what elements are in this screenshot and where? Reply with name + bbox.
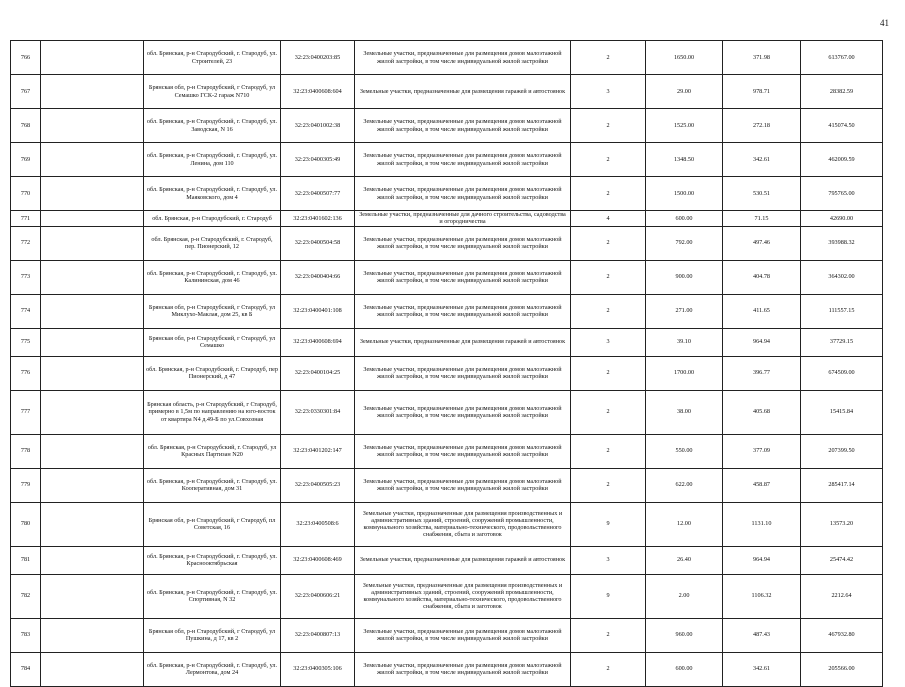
land-use-cell: Земельные участки, предназначенные для размещения производственных и административных зданий, строений, сооружений промышленности, коммунального хозяйства, материально-технического, продовольственного снабжения, сбыта и заготовок: [355, 502, 571, 546]
group-cell: 2: [571, 143, 646, 177]
empty-cell: [41, 294, 144, 328]
area-cell: 900.00: [646, 260, 723, 294]
specific-value-cell: 272.18: [723, 109, 801, 143]
cadastral-value-cell: 2212.64: [801, 574, 883, 618]
cadastral-number-cell: 32:23:0400606:21: [281, 574, 355, 618]
address-cell: обл. Брянская, р-н Стародубский, г. Стародуб, ул. Маяковского, дом 4: [144, 177, 281, 211]
table-row: [11, 468, 883, 502]
cadastral-number-cell: 32:23:0400104:25: [281, 356, 355, 390]
row-number-cell: 767: [11, 75, 41, 109]
table-row: [11, 41, 883, 75]
cadastral-number-cell: 32:23:0400807:13: [281, 618, 355, 652]
land-use-cell: Земельные участки, предназначенные для размещения гаражей и автостоянок: [355, 328, 571, 356]
page-number: 41: [880, 18, 889, 28]
area-cell: 550.00: [646, 434, 723, 468]
empty-cell: [41, 260, 144, 294]
area-cell: 600.00: [646, 211, 723, 227]
empty-cell: [41, 356, 144, 390]
table-row: [11, 328, 883, 356]
address-cell: обл. Брянская, р-н Стародубский, г. Стародуб, ул. Строителей, 23: [144, 41, 281, 75]
address-cell: Брянская обл, р-н Стародубский, г Стародуб, ул Семашко ГСК-2 гараж N710: [144, 75, 281, 109]
area-cell: 271.00: [646, 294, 723, 328]
empty-cell: [41, 434, 144, 468]
specific-value-cell: 396.77: [723, 356, 801, 390]
address-cell: обл. Брянская, р-н Стародубский, г. Стародуб, ул. Заводская, N 16: [144, 109, 281, 143]
empty-cell: [41, 546, 144, 574]
specific-value-cell: 71.15: [723, 211, 801, 227]
empty-cell: [41, 652, 144, 686]
group-cell: 9: [571, 574, 646, 618]
table-row: [11, 75, 883, 109]
empty-cell: [41, 143, 144, 177]
empty-cell: [41, 328, 144, 356]
cadastral-number-cell: 32:23:0400401:108: [281, 294, 355, 328]
land-use-cell: Земельные участки, предназначенные для размещения домов малоэтажной жилой застройки, в том числе индивидуальной жилой застройки: [355, 177, 571, 211]
cadastral-number-cell: 32:23:0400305:106: [281, 652, 355, 686]
group-cell: 2: [571, 468, 646, 502]
cadastral-number-cell: 32:23:0330301:84: [281, 390, 355, 434]
empty-cell: [41, 41, 144, 75]
specific-value-cell: 404.78: [723, 260, 801, 294]
row-number-cell: 784: [11, 652, 41, 686]
row-number-cell: 776: [11, 356, 41, 390]
cadastral-number-cell: 32:23:0400608:604: [281, 75, 355, 109]
table-row: [11, 574, 883, 618]
specific-value-cell: 405.68: [723, 390, 801, 434]
address-cell: обл. Брянская, р-н Стародубский, г. Стародуб, ул. Лермонтова, дом 24: [144, 652, 281, 686]
area-cell: 1700.00: [646, 356, 723, 390]
address-cell: обл. Брянская, р-н Стародубский, г. Стародуб: [144, 211, 281, 227]
area-cell: 600.00: [646, 652, 723, 686]
address-cell: обл. Брянская, р-н Стародубский, г. Стародуб, ул Красных Партизан N20: [144, 434, 281, 468]
address-cell: Брянская обл, р-н Стародубский, г Стародуб, ул Пушкина, д 17, кв 2: [144, 618, 281, 652]
cadastral-value-cell: 37729.15: [801, 328, 883, 356]
empty-cell: [41, 109, 144, 143]
row-number-cell: 781: [11, 546, 41, 574]
specific-value-cell: 487.43: [723, 618, 801, 652]
row-number-cell: 775: [11, 328, 41, 356]
address-cell: обл. Брянская, р-н Стародубский, г. Стародуб, пер. Пионерский, 12: [144, 226, 281, 260]
specific-value-cell: 964.94: [723, 546, 801, 574]
empty-cell: [41, 468, 144, 502]
land-use-cell: Земельные участки, предназначенные для размещения домов малоэтажной жилой застройки, в том числе индивидуальной жилой застройки: [355, 41, 571, 75]
land-use-cell: Земельные участки, предназначенные для размещения домов малоэтажной жилой застройки, в том числе индивидуальной жилой застройки: [355, 618, 571, 652]
row-number-cell: 780: [11, 502, 41, 546]
group-cell: 9: [571, 502, 646, 546]
cadastral-value-cell: 28382.59: [801, 75, 883, 109]
cadastral-value-cell: 15415.84: [801, 390, 883, 434]
area-cell: 622.00: [646, 468, 723, 502]
cadastral-value-table: [10, 40, 883, 687]
group-cell: 3: [571, 328, 646, 356]
specific-value-cell: 377.09: [723, 434, 801, 468]
land-use-cell: Земельные участки, предназначенные для размещения домов малоэтажной жилой застройки, в том числе индивидуальной жилой застройки: [355, 356, 571, 390]
specific-value-cell: 342.61: [723, 652, 801, 686]
cadastral-number-cell: 32:23:0400608:694: [281, 328, 355, 356]
land-use-cell: Земельные участки, предназначенные для дачного строительства, садоводства и огородничества: [355, 211, 571, 227]
table-body: [11, 41, 883, 687]
specific-value-cell: 342.61: [723, 143, 801, 177]
group-cell: 3: [571, 75, 646, 109]
table-row: [11, 143, 883, 177]
cadastral-value-cell: 393988.32: [801, 226, 883, 260]
table-row: [11, 177, 883, 211]
address-cell: обл. Брянская, р-н Стародубский, г. Стародуб, ул. Кооперативная, дом 31: [144, 468, 281, 502]
address-cell: Брянская обл, р-н Стародубский, г Стародуб, ул Миклухо-Маклая, дом 25, кв Б: [144, 294, 281, 328]
address-cell: обл. Брянская, р-н Стародубский, г. Стародуб, ул. Ленина, дом 110: [144, 143, 281, 177]
cadastral-value-cell: 25474.42: [801, 546, 883, 574]
area-cell: 12.00: [646, 502, 723, 546]
cadastral-number-cell: 32:23:0400505:23: [281, 468, 355, 502]
area-cell: 1348.50: [646, 143, 723, 177]
land-use-cell: Земельные участки, предназначенные для размещения домов малоэтажной жилой застройки, в том числе индивидуальной жилой застройки: [355, 109, 571, 143]
area-cell: 1500.00: [646, 177, 723, 211]
group-cell: 2: [571, 390, 646, 434]
cadastral-number-cell: 32:23:0400305:49: [281, 143, 355, 177]
cadastral-value-cell: 111557.15: [801, 294, 883, 328]
cadastral-value-cell: 285417.14: [801, 468, 883, 502]
cadastral-value-cell: 13573.20: [801, 502, 883, 546]
row-number-cell: 772: [11, 226, 41, 260]
land-use-cell: Земельные участки, предназначенные для размещения домов малоэтажной жилой застройки, в том числе индивидуальной жилой застройки: [355, 260, 571, 294]
cadastral-number-cell: 32:23:0400504:58: [281, 226, 355, 260]
group-cell: 2: [571, 294, 646, 328]
group-cell: 3: [571, 546, 646, 574]
group-cell: 2: [571, 109, 646, 143]
land-use-cell: Земельные участки, предназначенные для размещения гаражей и автостоянок: [355, 75, 571, 109]
row-number-cell: 783: [11, 618, 41, 652]
table-row: [11, 390, 883, 434]
area-cell: 960.00: [646, 618, 723, 652]
cadastral-number-cell: 32:23:0400203:85: [281, 41, 355, 75]
cadastral-value-cell: 364302.00: [801, 260, 883, 294]
cadastral-value-cell: 207399.50: [801, 434, 883, 468]
address-cell: Брянская область, р-н Стародубский, г Стародуб, примерно в 1,5м по направлению на юго-восток от квартира N4 д.49-Б по ул.Совхозная: [144, 390, 281, 434]
address-cell: обл. Брянская, р-н Стародубский, г. Стародуб, ул. Калининская, дом 46: [144, 260, 281, 294]
cadastral-value-cell: 674509.00: [801, 356, 883, 390]
cadastral-number-cell: 32:23:0401002:38: [281, 109, 355, 143]
cadastral-value-cell: 467932.80: [801, 618, 883, 652]
address-cell: обл. Брянская, р-н Стародубский, г. Стародуб, пер Пионерский, д 47: [144, 356, 281, 390]
table-row: [11, 652, 883, 686]
specific-value-cell: 1106.32: [723, 574, 801, 618]
row-number-cell: 774: [11, 294, 41, 328]
specific-value-cell: 964.94: [723, 328, 801, 356]
land-use-cell: Земельные участки, предназначенные для размещения домов малоэтажной жилой застройки, в том числе индивидуальной жилой застройки: [355, 434, 571, 468]
row-number-cell: 779: [11, 468, 41, 502]
cadastral-value-cell: 42690.00: [801, 211, 883, 227]
land-use-cell: Земельные участки, предназначенные для размещения гаражей и автостоянок: [355, 546, 571, 574]
specific-value-cell: 1131.10: [723, 502, 801, 546]
land-use-cell: Земельные участки, предназначенные для размещения домов малоэтажной жилой застройки, в том числе индивидуальной жилой застройки: [355, 143, 571, 177]
area-cell: 792.00: [646, 226, 723, 260]
table-row: [11, 618, 883, 652]
group-cell: 2: [571, 618, 646, 652]
address-cell: обл. Брянская, р-н Стародубский, г. Стародуб, ул. Краснооктябрьская: [144, 546, 281, 574]
group-cell: 2: [571, 260, 646, 294]
row-number-cell: 766: [11, 41, 41, 75]
row-number-cell: 768: [11, 109, 41, 143]
specific-value-cell: 978.71: [723, 75, 801, 109]
land-use-cell: Земельные участки, предназначенные для размещения производственных и административных зданий, строений, сооружений промышленности, коммунального хозяйства, материально-технического, продовольственного снабжения, сбыта и заготовок: [355, 574, 571, 618]
table-row: [11, 546, 883, 574]
area-cell: 1525.00: [646, 109, 723, 143]
area-cell: 39.10: [646, 328, 723, 356]
land-use-cell: Земельные участки, предназначенные для размещения домов малоэтажной жилой застройки, в том числе индивидуальной жилой застройки: [355, 226, 571, 260]
specific-value-cell: 411.65: [723, 294, 801, 328]
specific-value-cell: 458.87: [723, 468, 801, 502]
cadastral-number-cell: 32:23:0400404:66: [281, 260, 355, 294]
table-row: [11, 356, 883, 390]
row-number-cell: 770: [11, 177, 41, 211]
group-cell: 2: [571, 652, 646, 686]
address-cell: Брянская обл, р-н Стародубский, г Стародуб, пл Советская, 16: [144, 502, 281, 546]
table-row: [11, 211, 883, 227]
cadastral-number-cell: 32:23:0400608:469: [281, 546, 355, 574]
group-cell: 2: [571, 356, 646, 390]
cadastral-value-cell: 462009.59: [801, 143, 883, 177]
row-number-cell: 778: [11, 434, 41, 468]
empty-cell: [41, 226, 144, 260]
table-row: [11, 294, 883, 328]
table-row: [11, 260, 883, 294]
empty-cell: [41, 211, 144, 227]
group-cell: 2: [571, 177, 646, 211]
row-number-cell: 782: [11, 574, 41, 618]
cadastral-number-cell: 32:23:0401602:136: [281, 211, 355, 227]
land-use-cell: Земельные участки, предназначенные для размещения домов малоэтажной жилой застройки, в том числе индивидуальной жилой застройки: [355, 652, 571, 686]
empty-cell: [41, 75, 144, 109]
group-cell: 4: [571, 211, 646, 227]
empty-cell: [41, 618, 144, 652]
address-cell: обл. Брянская, р-н Стародубский, г. Стародуб, ул. Спортивная, N 32: [144, 574, 281, 618]
specific-value-cell: 497.46: [723, 226, 801, 260]
row-number-cell: 771: [11, 211, 41, 227]
row-number-cell: 769: [11, 143, 41, 177]
cadastral-number-cell: 32:23:0401202:147: [281, 434, 355, 468]
specific-value-cell: 371.98: [723, 41, 801, 75]
cadastral-value-cell: 613767.00: [801, 41, 883, 75]
empty-cell: [41, 502, 144, 546]
cadastral-number-cell: 32:23:0400507:77: [281, 177, 355, 211]
table-row: [11, 434, 883, 468]
area-cell: 1650.00: [646, 41, 723, 75]
land-use-cell: Земельные участки, предназначенные для размещения домов малоэтажной жилой застройки, в том числе индивидуальной жилой застройки: [355, 390, 571, 434]
group-cell: 2: [571, 41, 646, 75]
table-row: [11, 502, 883, 546]
area-cell: 26.40: [646, 546, 723, 574]
table-row: [11, 226, 883, 260]
land-use-cell: Земельные участки, предназначенные для размещения домов малоэтажной жилой застройки, в том числе индивидуальной жилой застройки: [355, 294, 571, 328]
empty-cell: [41, 390, 144, 434]
table-row: [11, 109, 883, 143]
cadastral-number-cell: 32:23:0400508:6: [281, 502, 355, 546]
area-cell: 29.00: [646, 75, 723, 109]
group-cell: 2: [571, 434, 646, 468]
land-use-cell: Земельные участки, предназначенные для размещения домов малоэтажной жилой застройки, в том числе индивидуальной жилой застройки: [355, 468, 571, 502]
cadastral-value-cell: 205566.00: [801, 652, 883, 686]
cadastral-value-cell: 795765.00: [801, 177, 883, 211]
area-cell: 38.00: [646, 390, 723, 434]
address-cell: Брянская обл, р-н Стародубский, г Стародуб, ул Семашко: [144, 328, 281, 356]
empty-cell: [41, 574, 144, 618]
specific-value-cell: 530.51: [723, 177, 801, 211]
empty-cell: [41, 177, 144, 211]
row-number-cell: 777: [11, 390, 41, 434]
cadastral-value-cell: 415074.50: [801, 109, 883, 143]
group-cell: 2: [571, 226, 646, 260]
area-cell: 2.00: [646, 574, 723, 618]
row-number-cell: 773: [11, 260, 41, 294]
